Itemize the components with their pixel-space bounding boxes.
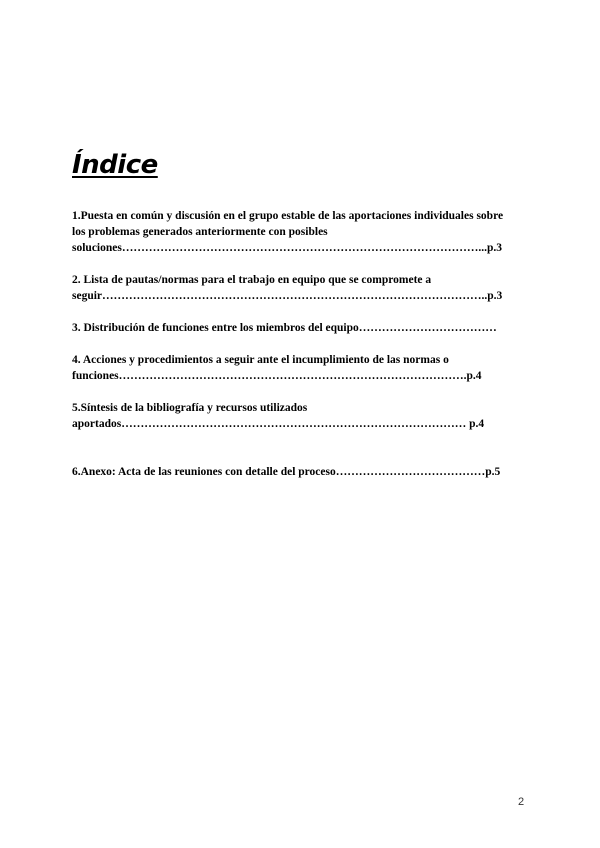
toc-entry-6-line-1: 6.Anexo: Acta de las reuniones con detalle del proceso…………………………………p.5: [72, 466, 501, 478]
toc-entry-1-line-2: los problemas generados anteriormente con posibles: [72, 226, 328, 238]
toc-entry-5-line-2: aportados……………………………………………………………………………… p.4: [72, 418, 485, 430]
toc-entry-3: [72, 320, 528, 336]
toc-entry-2-line-2: seguir………………………………………………………………………………………..p.3: [72, 290, 503, 302]
toc-entry-1-line-1: 1.Puesta en común y discusión en el grupo estable de las aportaciones individuales sobre: [72, 210, 504, 222]
toc-entry-3-line-1: 3. Distribución de funciones entre los miembros del equipo………………………………: [72, 322, 497, 334]
toc-entry-4-line-1: 4. Acciones y procedimientos a seguir ante el incumplimiento de las normas o: [72, 354, 449, 366]
toc-entry-2: [72, 272, 528, 304]
page-number: 2: [518, 796, 525, 808]
toc-entry-5: [72, 400, 528, 432]
toc-entry-5-line-1: 5.Síntesis de la bibliografía y recursos utilizados: [72, 402, 308, 414]
toc-entry-1-line-3: soluciones…………………………………………………………………………………...p.3: [72, 242, 502, 254]
toc-entry-2-line-1: 2. Lista de pautas/normas para el trabajo en equipo que se compromete a: [72, 274, 432, 286]
page-title: Índice: [72, 150, 158, 180]
toc-entry-1: [72, 208, 528, 256]
toc-entry-4: [72, 352, 528, 384]
toc-entry-6: [72, 464, 528, 480]
toc-entry-4-line-2: funciones……………………………………………………………………………….p.4: [72, 370, 482, 382]
